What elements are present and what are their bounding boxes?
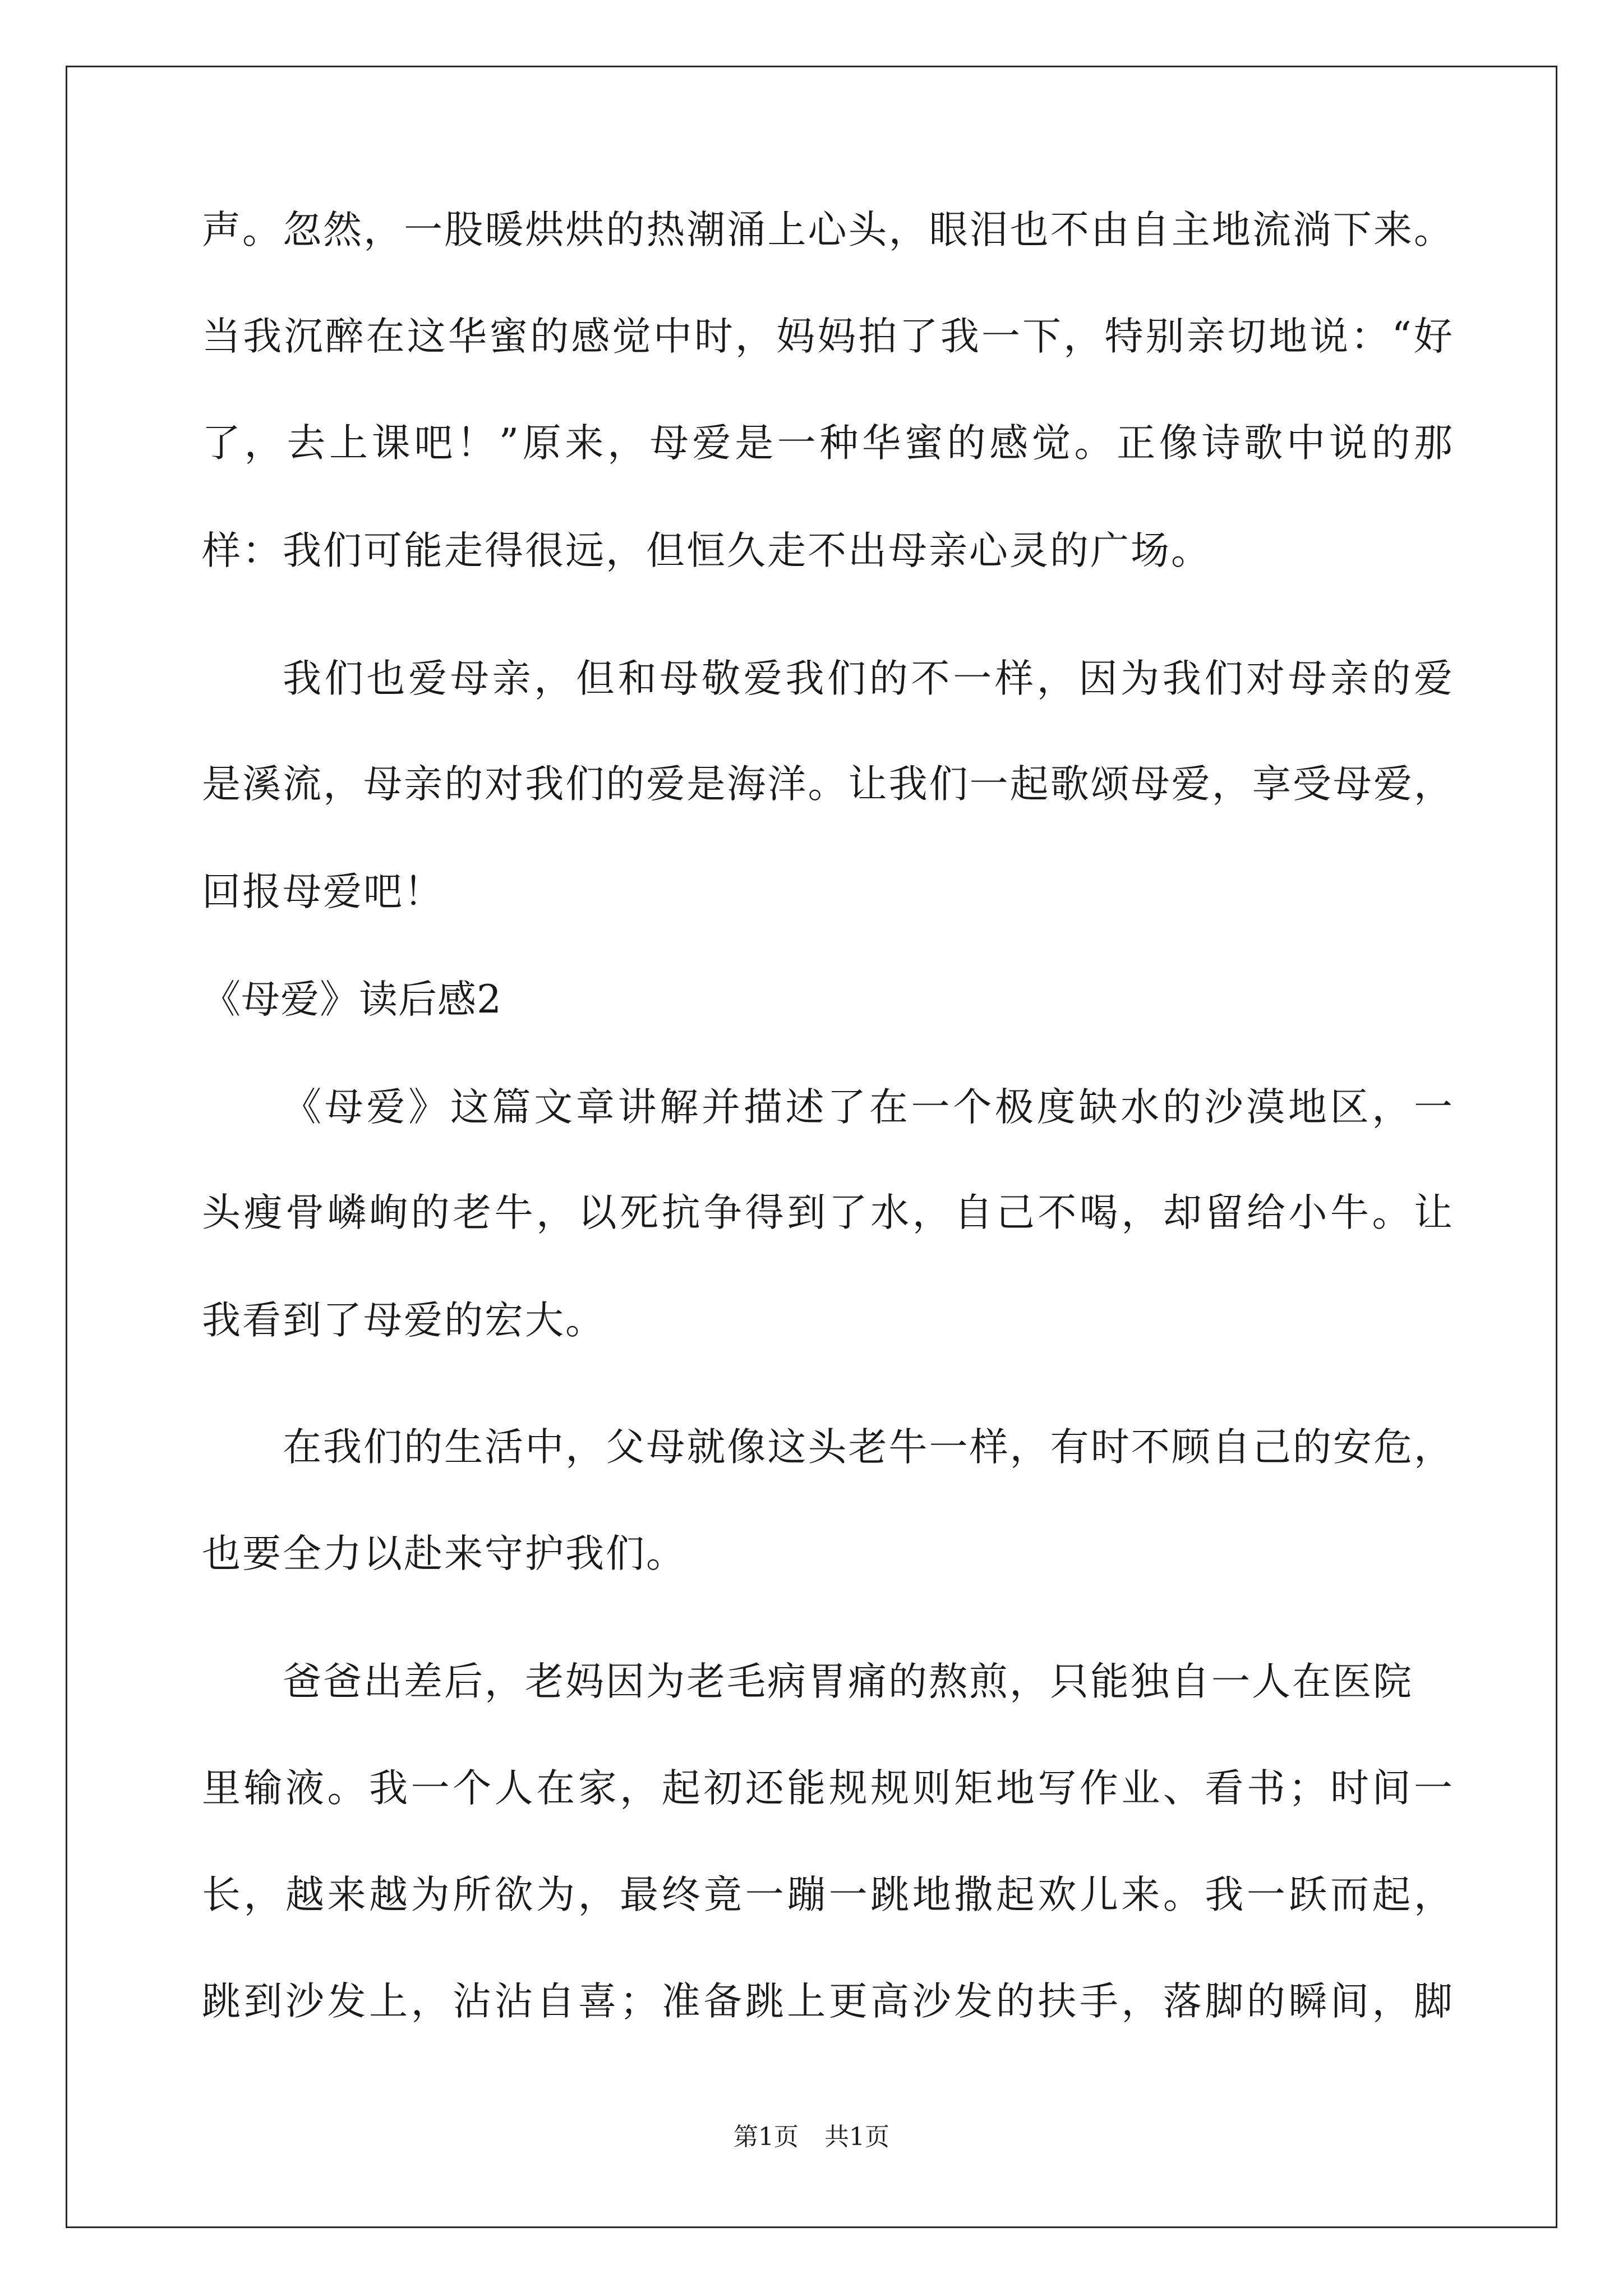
text-line: 回报母爱吧！ [202, 869, 444, 914]
text-line: 我们也爱母亲，但和母敬爱我们的不一样，因为我们对母亲的爱 [283, 656, 1453, 701]
page-number: 第1页 [734, 2123, 799, 2151]
text-line: 是溪流，母亲的对我们的爱是海洋。让我们一起歌颂母爱，享受母爱， [202, 762, 1453, 807]
text-line: 也要全力以赴来守护我们。 [202, 1531, 686, 1576]
text-line: 了，去上课吧！”原来，母爱是一种华蜜的感觉。正像诗歌中说的那 [202, 421, 1453, 466]
section-heading: 《母爱》读后感2 [202, 977, 502, 1022]
page-total: 共1页 [824, 2123, 889, 2151]
text-line: 样：我们可能走得很远，但恒久走不出母亲心灵的广场。 [202, 528, 1211, 573]
text-line: 长，越来越为所欲为，最终竟一蹦一跳地撒起欢儿来。我一跃而起， [202, 1872, 1453, 1917]
text-line: 《母爱》这篇文章讲解并描述了在一个极度缺水的沙漠地区，一 [283, 1085, 1453, 1130]
text-line: 在我们的生活中，父母就像这头老牛一样，有时不顾自己的安危， [283, 1425, 1453, 1470]
text-line: 当我沉醉在这华蜜的感觉中时，妈妈拍了我一下，特别亲切地说：“好 [202, 314, 1453, 359]
text-line: 里输液。我一个人在家，起初还能规规则矩地写作业、看书；时间一 [202, 1766, 1453, 1811]
text-line: 跳到沙发上，沾沾自喜；准备跳上更高沙发的扶手，落脚的瞬间，脚 [202, 1979, 1453, 2024]
text-line: 声。忽然，一股暖烘烘的热潮涌上心头，眼泪也不由自主地流淌下来。 [202, 208, 1453, 252]
page-footer [0, 2123, 1623, 2151]
text-line: 我看到了母爱的宏大。 [202, 1298, 606, 1343]
text-line: 头瘦骨嶙峋的老牛，以死抗争得到了水，自己不喝，却留给小牛。让 [202, 1190, 1453, 1235]
text-line: 爸爸出差后，老妈因为老毛病胃痛的熬煎，只能独自一人在医院 [283, 1659, 1413, 1704]
